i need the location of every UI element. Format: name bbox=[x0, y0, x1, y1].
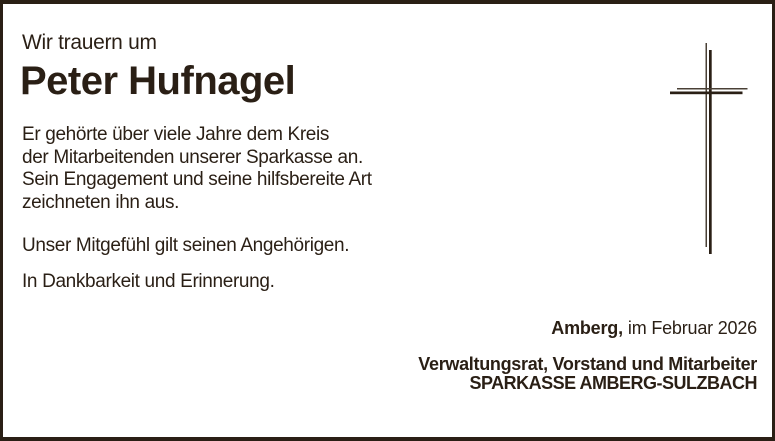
place-label: Amberg, bbox=[551, 318, 623, 338]
tribute-paragraph bbox=[22, 124, 372, 215]
tribute-line-2: der Mitarbeitenden unserer Sparkasse an. bbox=[22, 146, 363, 168]
tribute-line-4: zeichneten ihn aus. bbox=[22, 192, 180, 214]
memorial-cross-icon bbox=[668, 40, 750, 258]
remembrance-line: In Dankbarkeit und Erinnerung. bbox=[22, 271, 275, 292]
signature-organization: SPARKASSE AMBERG-SULZBACH bbox=[469, 373, 757, 393]
intro-line: Wir trauern um bbox=[22, 31, 157, 54]
deceased-name: Peter Hufnagel bbox=[20, 59, 296, 103]
date-label: im Februar 2026 bbox=[627, 318, 757, 338]
tribute-line-1: Er gehörte über viele Jahre dem Kreis bbox=[22, 124, 330, 145]
condolence-line: Unser Mitgefühl gilt seinen Angehörigen. bbox=[22, 235, 350, 256]
date-place-line bbox=[551, 319, 757, 337]
tribute-line-3: Sein Engagement und seine hilfsbereite Art bbox=[22, 169, 372, 191]
signature-roles: Verwaltungsrat, Vorstand und Mitarbeiter bbox=[418, 354, 757, 374]
